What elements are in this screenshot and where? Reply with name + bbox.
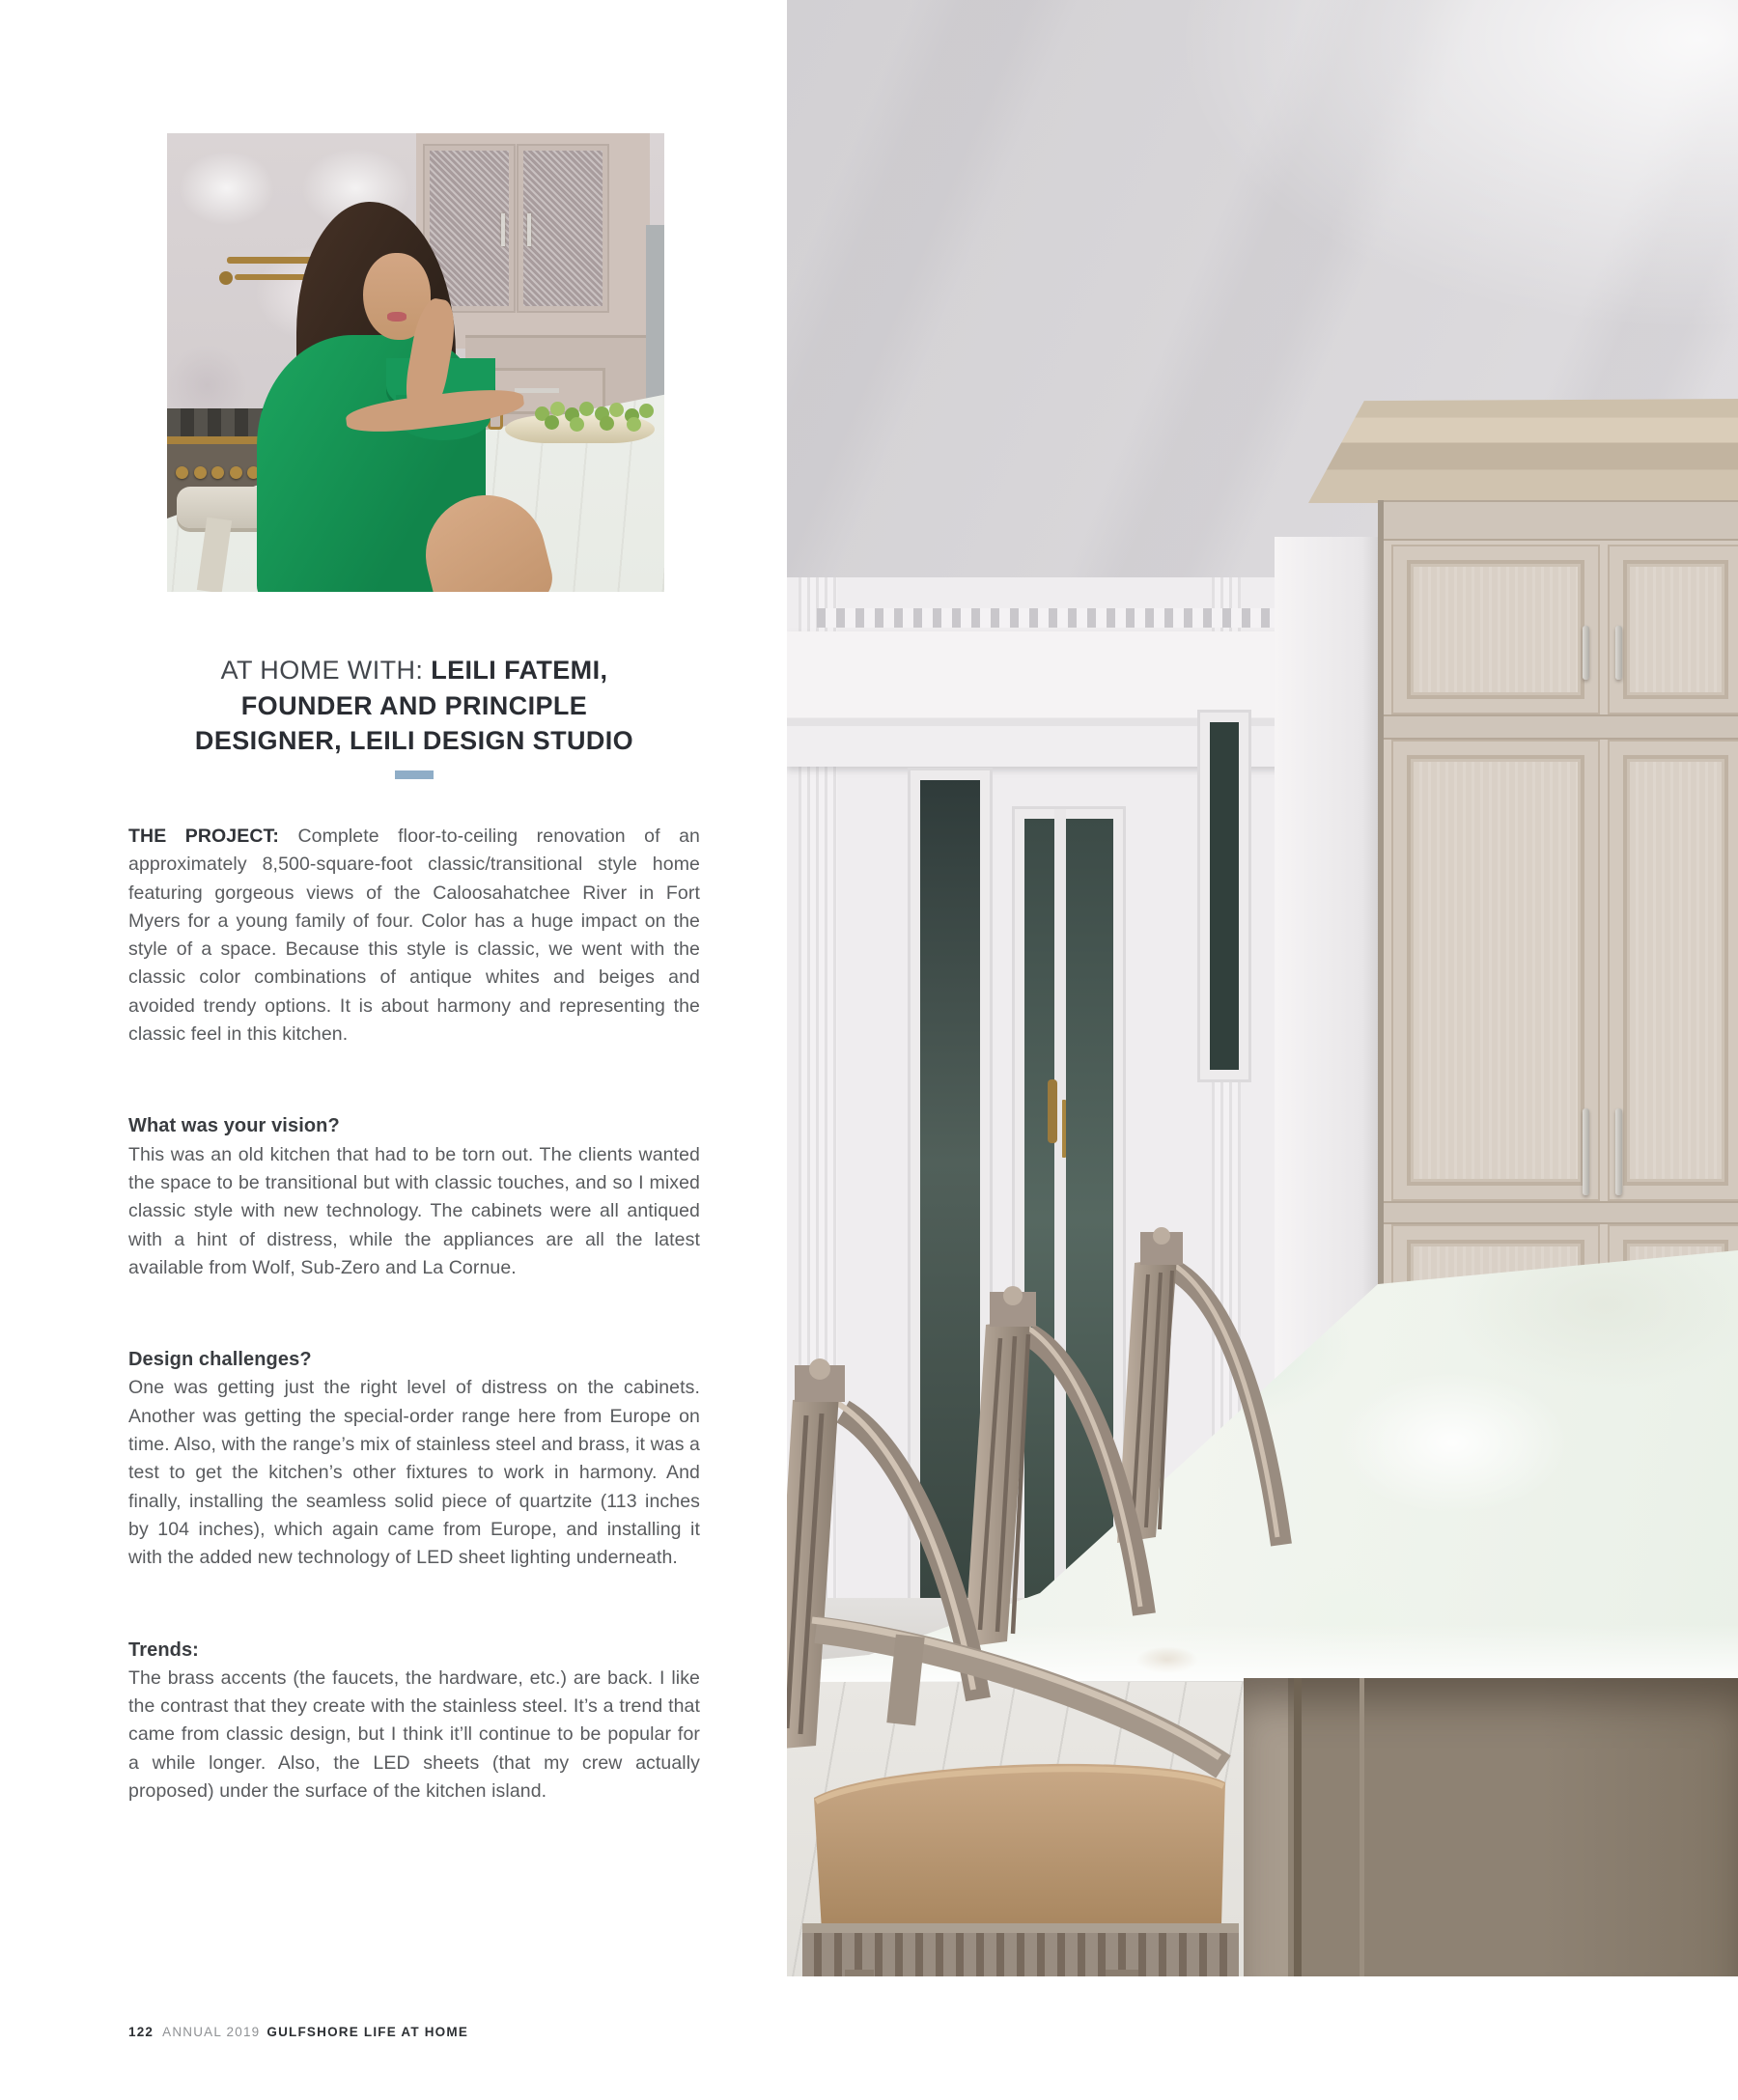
range-knob (230, 466, 242, 479)
answer-paragraph-vision: This was an old kitchen that had to be torn out. The clients wanted the space to be transitional but with classic touches, and so I mixed classic style with new technology. The cabinets were all antiqued with a hint of distress, while the appliances are all the latest available from Wolf, Sub-Zero and La Cornue. (128, 1143, 700, 1278)
cabinet-handle (527, 213, 531, 246)
drawer-handle (515, 388, 558, 393)
pot-filler-valve (219, 271, 233, 285)
intro-text: Complete floor-to-ceiling renovation of an approximately 8,500-square-foot classic/transitional style home featuring gorgeous views of the Caloosahatchee River in Fort Myers for a young family of four. Color has a huge impact on the style of a space. Because this style is classic, we went with the classic color combinations of antique whites and beiges and avoided trendy options. It is about harmony and representing the classic feel in this kitchen. (128, 826, 700, 1046)
chair-back-middle (965, 1286, 1144, 1647)
range-knob (211, 466, 224, 479)
cabinet-handle (501, 213, 505, 246)
section-divider-dash (395, 770, 434, 779)
chair-back-far (1117, 1227, 1281, 1545)
intro-paragraph (128, 823, 700, 1049)
intro-lead-in: THE PROJECT: (128, 826, 279, 847)
kitchen-photo (787, 0, 1738, 1976)
publication-name: GULFSHORE LIFE AT HOME (266, 2025, 469, 2039)
page-number: 122 (128, 2025, 154, 2039)
answer-paragraph-challenges: One was getting just the right level of distress on the cabinets. Another was getting the special-order range here from Europe on time. Also, with the range’s mix of stainless steel and brass, it was a test to get the kitchen’s other fixtures to work in harmony. And finally, installing the seamless solid piece of quartzite (113 inches by 104 inches), which again came from Europe, and installing it with the added new technology of LED sheet lighting underneath. (128, 1377, 701, 1569)
question-heading-trends: Trends: (128, 1638, 199, 1661)
headline-line-3: DESIGNER, LEILI DESIGN STUDIO (194, 726, 634, 755)
article-body (128, 823, 700, 1806)
question-heading-challenges: Design challenges? (128, 1349, 312, 1371)
lips (387, 312, 407, 322)
article-headline (128, 653, 700, 779)
page-folio (128, 2025, 468, 2039)
headline-line-2: FOUNDER AND PRINCIPLE (240, 690, 588, 720)
carved-dining-chairs (787, 0, 1738, 1976)
chair-seat-foreground (802, 1620, 1239, 1976)
headline-name: LEILI FATEMI, (431, 656, 608, 685)
headline-line-1 (128, 653, 700, 688)
cabinet-glass-door (519, 146, 607, 311)
chair-back-near (787, 1358, 978, 1750)
portrait-photo (167, 133, 664, 592)
range-knob (176, 466, 188, 479)
headline-kicker: AT HOME WITH: (220, 656, 432, 685)
issue-label: ANNUAL 2019 (162, 2025, 261, 2039)
answer-paragraph-trends: The brass accents (the faucets, the hardware, etc.) are back. I like the contrast that they create with the stainless steel. It’s a trend that came from classic design, but I think it’ll continue to be popular for a while longer. Also, the LED sheets (that my crew actually proposed) under the surface of the kitchen island. (128, 1666, 700, 1803)
range-knob (194, 466, 207, 479)
question-heading-vision: What was your vision? (128, 1115, 340, 1137)
